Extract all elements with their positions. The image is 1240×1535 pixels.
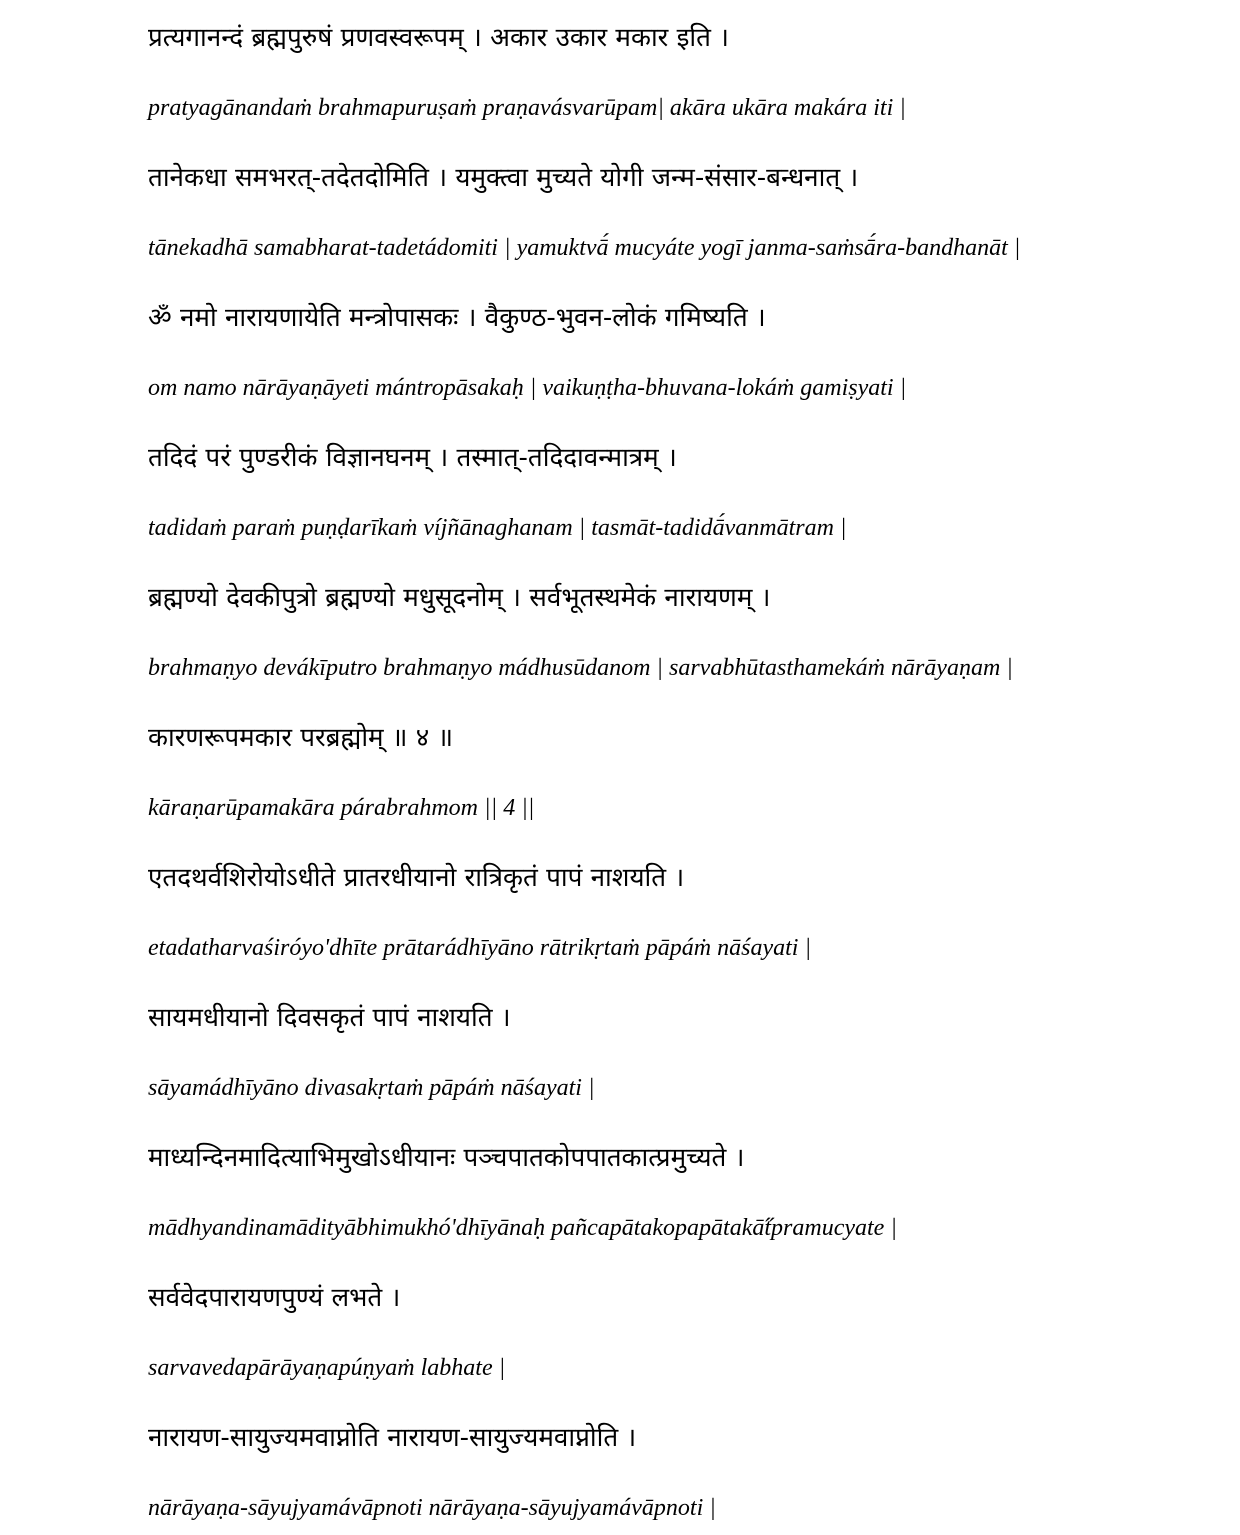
verse-6-transliteration: kāraṇarūpamakāra párabrahmom || 4 || [148, 795, 535, 821]
verse-6-devanagari: कारणरूपमकार परब्रह्मोम् ॥ ४ ॥ [148, 723, 454, 753]
verse-3-transliteration: om namo nārāyaṇāyeti mántropāsakaḥ | vaikuṇṭha-bhuvana-lokáṁ gamiṣyati | [148, 375, 907, 401]
verse-8-transliteration: sāyamádhīyāno divasakṛtaṁ pāpáṁ nāśayati | [148, 1075, 595, 1101]
verse-5-transliteration: brahmaṇyo devákīputro brahmaṇyo mádhusūdanom | sarvabhūtasthamekáṁ nārāyaṇam | [148, 655, 1013, 681]
verse-10-devanagari: सर्ववेदपारायणपुण्यं लभते । [148, 1283, 401, 1313]
verse-9-transliteration: mādhyandinamādityābhimukhó'dhīyānaḥ pañcapātakopapātakā̋tpramucyate | [148, 1215, 897, 1241]
verse-11-transliteration: nārāyaṇa-sāyujyamávāpnoti nārāyaṇa-sāyujyamávāpnoti | [148, 1495, 716, 1521]
verse-3-devanagari: ॐ नमो नारायणायेति मन्त्रोपासकः । वैकुण्ठ-भुवन-लोकं गमिष्यति । [148, 303, 766, 333]
verse-8-devanagari: सायमधीयानो दिवसकृतं पापं नाशयति । [148, 1003, 511, 1033]
verse-9-devanagari: माध्यन्दिनमादित्याभिमुखोऽधीयानः पञ्चपातकोपपातकात्प्रमुच्यते । [148, 1143, 745, 1173]
verse-2-devanagari: तानेकधा समभरत्-तदेतदोमिति । यमुक्त्वा मुच्यते योगी जन्म-संसार-बन्धनात् । [148, 163, 859, 193]
verse-10-transliteration: sarvavedapārāyaṇapúṇyaṁ labhate | [148, 1355, 506, 1381]
verse-5-devanagari: ब्रह्मण्यो देवकीपुत्रो ब्रह्मण्यो मधुसूदनोम् । सर्वभूतस्थमेकं नारायणम् । [148, 583, 771, 613]
verse-4-transliteration: tadidaṁ paraṁ puṇḍarīkaṁ víjñānaghanam | tasmāt-tadidā́vanmātram | [148, 515, 847, 541]
verse-11-devanagari: नारायण-सायुज्यमवाप्नोति नारायण-सायुज्यमवाप्नोति । [148, 1423, 637, 1453]
verse-1-transliteration: pratyagānandaṁ brahmapuruṣaṁ praṇavásvarūpam| akāra ukāra makára iti | [148, 95, 906, 121]
verse-7-devanagari: एतदथर्वशिरोयोऽधीते प्रातरधीयानो रात्रिकृतं पापं नाशयति । [148, 863, 685, 893]
verse-1-devanagari: प्रत्यगानन्दं ब्रह्मपुरुषं प्रणवस्वरूपम् । अकार उकार मकार इति । [148, 23, 730, 53]
verse-2-transliteration: tānekadhā samabharat-tadetádomiti | yamuktvā́ mucyáte yogī janma-saṁsā́ra-bandhanāt | [148, 235, 1021, 261]
verse-4-devanagari: तदिदं परं पुण्डरीकं विज्ञानघनम् । तस्मात्-तदिदावन्मात्रम् । [148, 443, 677, 473]
verse-7-transliteration: etadatharvaśiróyo'dhīte prātarádhīyāno rātrikṛtaṁ pāpáṁ nāśayati | [148, 935, 812, 961]
